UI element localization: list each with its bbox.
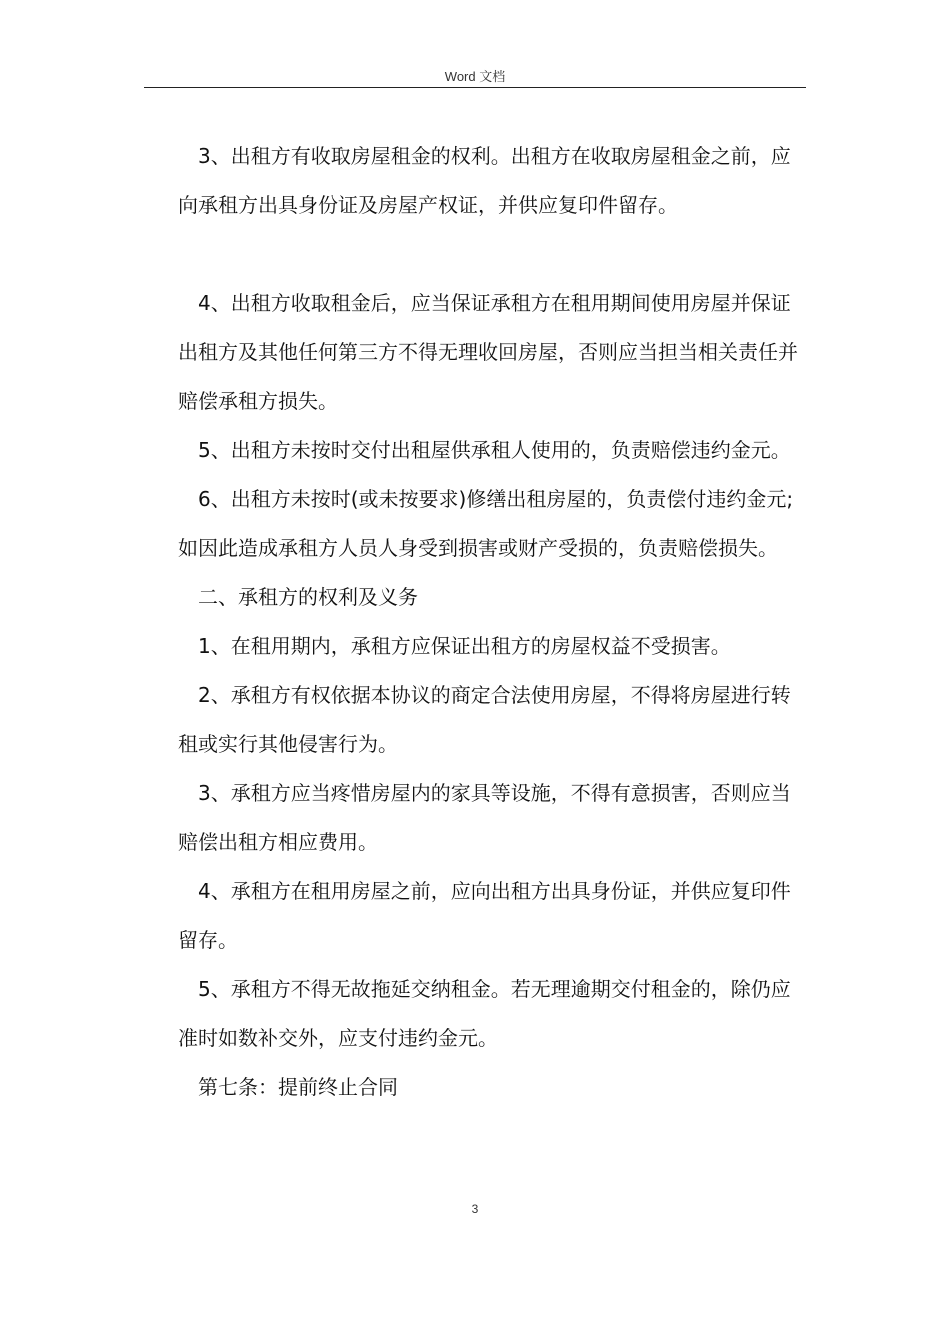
paragraph-landlord-right-3: 3、出租方有收取房屋租金的权利。出租方在收取房屋租金之前，应向承租方出具身份证及房屋产权证，并供应复印件留存。 (178, 144, 791, 217)
article-heading-7: 第七条：提前终止合同 (198, 1075, 398, 1099)
section-heading-tenant-rights: 二、承租方的权利及义务 (198, 585, 418, 609)
paragraph-gap (178, 230, 800, 279)
document-body (178, 132, 800, 1112)
paragraph-tenant-4: 4、承租方在租用房屋之前，应向出租方出具身份证，并供应复印件留存。 (178, 879, 791, 952)
paragraph-tenant-5: 5、承租方不得无故拖延交纳租金。若无理逾期交付租金的，除仍应准时如数补交外，应支付违约金元。 (178, 977, 791, 1050)
header-divider (144, 87, 806, 88)
paragraph-landlord-duty-5: 5、出租方未按时交付出租屋供承租人使用的，负责赔偿违约金元。 (198, 438, 791, 462)
paragraph-tenant-2: 2、承租方有权依据本协议的商定合法使用房屋，不得将房屋进行转租或实行其他侵害行为。 (178, 683, 791, 756)
page-number: 3 (471, 1202, 479, 1216)
page-header: Word 文档 (444, 69, 506, 84)
paragraph-landlord-duty-6: 6、出租方未按时(或未按要求)修缮出租房屋的，负责偿付违约金元;如因此造成承租方人员人身受到损害或财产受损的，负责赔偿损失。 (178, 487, 794, 560)
paragraph-tenant-1: 1、在租用期内，承租方应保证出租方的房屋权益不受损害。 (198, 634, 731, 658)
paragraph-tenant-3: 3、承租方应当疼惜房屋内的家具等设施，不得有意损害，否则应当赔偿出租方相应费用。 (178, 781, 791, 854)
paragraph-landlord-duty-4: 4、出租方收取租金后，应当保证承租方在租用期间使用房屋并保证出租方及其他任何第三方不得无理收回房屋，否则应当担当相关责任并赔偿承租方损失。 (178, 291, 798, 413)
